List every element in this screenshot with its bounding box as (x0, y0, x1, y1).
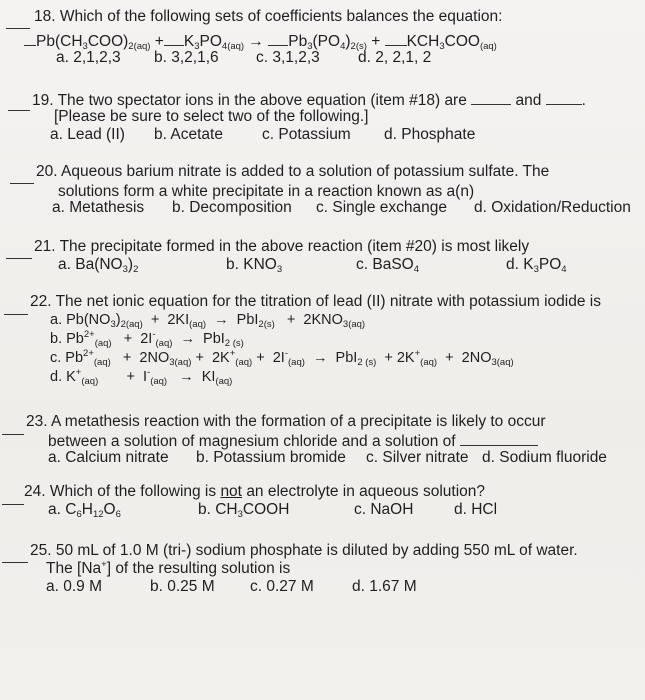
choice-25c: c. 0.27 M (250, 578, 314, 595)
choice-21b: b. $KNO_3$ (226, 256, 283, 275)
question-18-stem: 18. Which of the following sets of coefficients balances the equation: (34, 8, 503, 25)
choice-22d: d. $K^+_{(aq)}$ + $I^-_{(aq)} \to KI_{(aq)}$ (50, 367, 233, 387)
choice-21c: c. BaSO$_4$ (356, 256, 420, 275)
choice-18d: d. 2, 2,1, 2 (358, 49, 432, 66)
question-18-equation: $Pb(CH_3COO)_{2(aq)} + K_3PO_{4(aq)} \to Pb_3(PO_4)_{2(s)} + KCH_3COO_{(aq)}$ (24, 31, 497, 51)
question-23-line1: 23. A metathesis reaction with the formation of a precipitate is likely to occur (26, 413, 546, 430)
answer-blank-19[interactable] (8, 96, 30, 116)
choice-24d: d. HCl (454, 501, 498, 518)
question-25-line2: The [Na+] of the resulting solution is (46, 559, 291, 577)
question-25-line1: 25. 50 mL of 1.0 M (tri-) sodium phosphate is diluted by adding 550 mL of water. (30, 542, 578, 559)
choice-19c: c. Potassium (262, 126, 351, 143)
choice-24c: c. NaOH (354, 501, 414, 518)
choice-19d: d. Phosphate (384, 126, 476, 143)
choice-25d: d. 1.67 M (352, 578, 417, 595)
choice-25a: a. 0.9 M (46, 578, 102, 595)
choice-18c: c. 3,1,2,3 (256, 49, 320, 66)
choice-20d: d. Oxidation/Reduction (474, 199, 631, 216)
question-23-line2: between a solution of magnesium chloride and a solution of (48, 431, 538, 451)
choice-21a: a. $Ba(NO_3)_2$ (58, 256, 139, 275)
choice-23b: b. Potassium bromide (196, 449, 346, 466)
choice-22c: c. $Pb^{2+}_{(aq)} + 2NO_{3(aq)} + 2K^+_{(aq)} + 2I^-_{(aq)} \to PbI_{2 (s)} + 2K^+_{(aq)} + 2NO_{3(aq)}$ (50, 348, 514, 368)
choice-24b: b. $CH_3COOH$ (198, 501, 290, 520)
choice-25b: b. 0.25 M (150, 578, 215, 595)
choice-21d: d. $K_3PO_4$ (506, 256, 567, 275)
answer-blank-25[interactable] (2, 548, 28, 568)
choice-22a: a. $Pb(NO_3)_{2(aq)} + 2KI_{(aq)} \to PbI_{2(s)} + 2KNO_{3(aq)}$ (50, 312, 366, 330)
question-20-line2: solutions form a white precipitate in a reaction known as a(n) (58, 183, 475, 200)
choice-23c: c. Silver nitrate (366, 449, 469, 466)
answer-blank-20[interactable] (10, 169, 34, 189)
question-19-text: 19. The two spectator ions in the above equation (item #18) are and . (32, 92, 586, 109)
choice-24a: a. $C_6H_{12}O_6$ (48, 501, 121, 520)
choice-20c: c. Single exchange (316, 199, 447, 216)
answer-blank-24[interactable] (2, 490, 24, 510)
question-24-text: 24. Which of the following is not an electrolyte in aqueous solution? (24, 483, 486, 500)
question-21-text: 21. The precipitate formed in the above reaction (item #20) is most likely (34, 238, 530, 255)
choice-18a: a. 2,1,2,3 (56, 49, 121, 66)
choice-20b: b. Decomposition (172, 199, 292, 216)
choice-18b: b. 3,2,1,6 (154, 49, 219, 66)
answer-blank-23[interactable] (2, 420, 24, 440)
choice-20a: a. Metathesis (52, 199, 145, 216)
choice-22b: b. $Pb^{2+}_{(aq)} + 2I^-_{(aq)} \to PbI_{2 (s)}$ (50, 329, 244, 349)
answer-blank-21[interactable] (6, 244, 32, 264)
choice-19a: a. Lead (II) (50, 126, 125, 143)
choice-23d: d. Sodium fluoride (482, 449, 607, 466)
question-19-instruction: [Please be sure to select two of the following.] (54, 108, 369, 125)
choice-23a: a. Calcium nitrate (48, 449, 169, 466)
answer-blank-22[interactable] (4, 300, 28, 320)
choice-19b: b. Acetate (154, 126, 223, 143)
question-20-line1: 20. Aqueous barium nitrate is added to a solution of potassium sulfate. The (36, 163, 550, 180)
question-22-text: 22. The net ionic equation for the titration of lead (II) nitrate with potassium iodide is (30, 293, 601, 310)
